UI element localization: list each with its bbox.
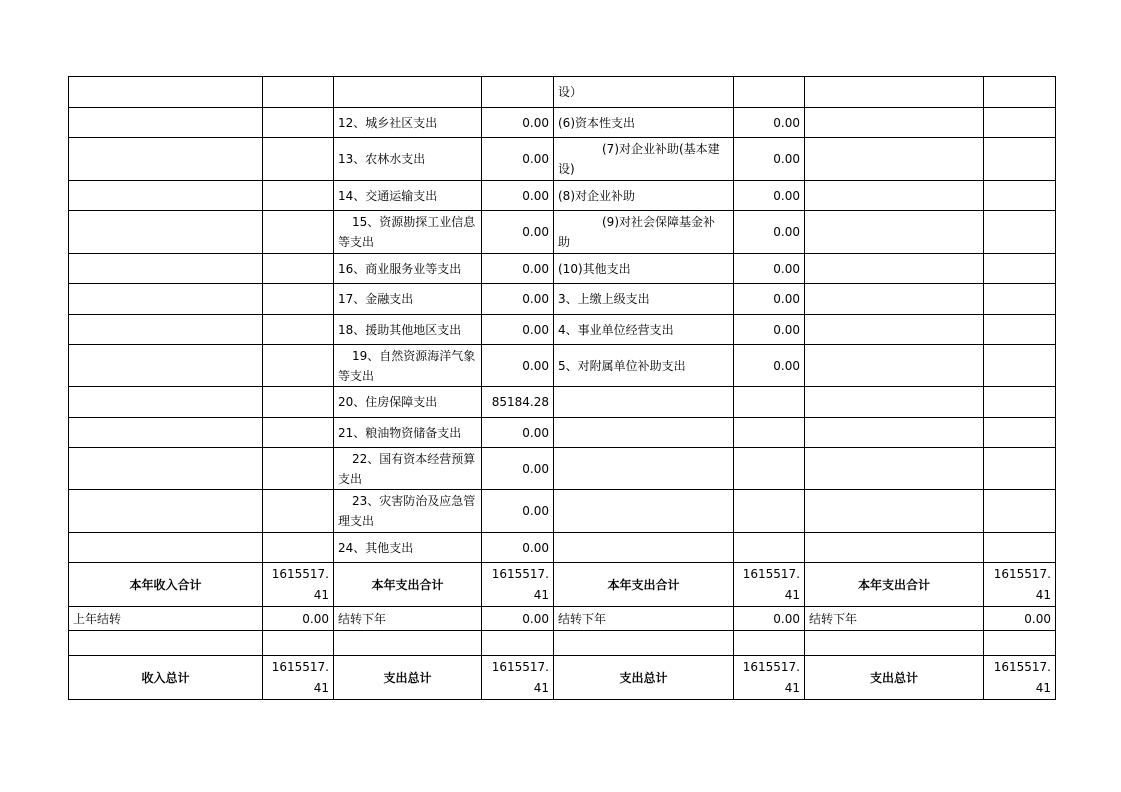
- annual-expense-total-label: 本年支出合计: [554, 563, 734, 607]
- expense-item-value: 0.00: [482, 254, 554, 284]
- expense-item-label: 22、国有资本经营预算 支出: [334, 448, 482, 490]
- expense-item-label: 20、住房保障支出: [334, 387, 482, 418]
- expense-sub-item-label: (7)对企业补助(基本建 设): [554, 138, 734, 181]
- table-row: [69, 631, 1056, 656]
- expense-sub-item-value: 0.00: [734, 211, 805, 254]
- expense-sub-item-value: 0.00: [734, 181, 805, 211]
- expense-item-label: 15、资源勘探工业信息 等支出: [334, 211, 482, 254]
- expense-category-value: 0.00: [734, 315, 805, 345]
- expense-item-value: 0.00: [482, 490, 554, 533]
- expense-item-label: 14、交通运输支出: [334, 181, 482, 211]
- grand-income-total-value: 1615517. 41: [263, 656, 334, 700]
- expense-sub-item-label: (9)对社会保障基金补 助: [554, 211, 734, 254]
- expense-item-value: 0.00: [482, 138, 554, 181]
- table-row: [69, 181, 1056, 211]
- next-year-carryover-value: 0.00: [984, 607, 1056, 631]
- annual-income-total-label: 本年收入合计: [69, 563, 263, 607]
- prev-year-carryover-value: 0.00: [263, 607, 334, 631]
- table-row: [69, 138, 1056, 181]
- table-row: [69, 211, 1056, 254]
- expense-sub-item-label: (10)其他支出: [554, 254, 734, 284]
- next-year-carryover-label: 结转下年: [334, 607, 482, 631]
- grand-totals-row: [69, 656, 1056, 700]
- grand-expense-total-value: 1615517. 41: [734, 656, 805, 700]
- grand-expense-total-label: 支出总计: [805, 656, 984, 700]
- expense-item-label: 19、自然资源海洋气象 等支出: [334, 345, 482, 387]
- expense-item-value: 0.00: [482, 418, 554, 448]
- expense-item-label: 23、灾害防治及应急管 理支出: [334, 490, 482, 533]
- expense-category-value: 0.00: [734, 345, 805, 387]
- expense-item-value: 0.00: [482, 181, 554, 211]
- table-row: [69, 490, 1056, 533]
- expense-item-value: 0.00: [482, 345, 554, 387]
- grand-income-total-label: 收入总计: [69, 656, 263, 700]
- annual-expense-total-value: 1615517. 41: [482, 563, 554, 607]
- expense-sub-item-value: 0.00: [734, 254, 805, 284]
- expense-item-label: 17、金融支出: [334, 284, 482, 315]
- expense-item-value: 0.00: [482, 284, 554, 315]
- expense-category-label: 4、事业单位经营支出: [554, 315, 734, 345]
- table-row: [69, 345, 1056, 387]
- continuation-cell: 设）: [554, 77, 734, 108]
- grand-expense-total-label: 支出总计: [554, 656, 734, 700]
- expense-sub-item-label: (8)对企业补助: [554, 181, 734, 211]
- expense-item-value: 0.00: [482, 211, 554, 254]
- expense-item-value: 85184.28: [482, 387, 554, 418]
- expense-item-label: 24、其他支出: [334, 533, 482, 563]
- expense-item-value: 0.00: [482, 315, 554, 345]
- expense-item-value: 0.00: [482, 108, 554, 138]
- grand-expense-total-value: 1615517. 41: [984, 656, 1056, 700]
- expense-item-label: 13、农林水支出: [334, 138, 482, 181]
- table-row: [69, 533, 1056, 563]
- grand-expense-total-label: 支出总计: [334, 656, 482, 700]
- next-year-carryover-value: 0.00: [482, 607, 554, 631]
- expense-item-value: 0.00: [482, 533, 554, 563]
- table-row: [69, 315, 1056, 345]
- expense-item-value: 0.00: [482, 448, 554, 490]
- expense-category-label: 5、对附属单位补助支出: [554, 345, 734, 387]
- table-row: [69, 387, 1056, 418]
- annual-totals-row: [69, 563, 1056, 607]
- annual-expense-total-value: 1615517. 41: [734, 563, 805, 607]
- expense-item-label: 18、援助其他地区支出: [334, 315, 482, 345]
- grand-expense-total-value: 1615517. 41: [482, 656, 554, 700]
- table-row: [69, 418, 1056, 448]
- table-row: [69, 254, 1056, 284]
- table-row: [69, 448, 1056, 490]
- expense-category-value: 0.00: [734, 284, 805, 315]
- annual-expense-total-value: 1615517. 41: [984, 563, 1056, 607]
- table-row: [69, 108, 1056, 138]
- table-row: [69, 284, 1056, 315]
- expense-item-label: 21、粮油物资储备支出: [334, 418, 482, 448]
- annual-income-total-value: 1615517. 41: [263, 563, 334, 607]
- next-year-carryover-label: 结转下年: [805, 607, 984, 631]
- carryover-row: [69, 607, 1056, 631]
- annual-expense-total-label: 本年支出合计: [805, 563, 984, 607]
- expense-sub-item-value: 0.00: [734, 138, 805, 181]
- prev-year-carryover-label: 上年结转: [69, 607, 263, 631]
- annual-expense-total-label: 本年支出合计: [334, 563, 482, 607]
- table-row: [69, 77, 1056, 108]
- expense-sub-item-label: (6)资本性支出: [554, 108, 734, 138]
- expense-item-label: 16、商业服务业等支出: [334, 254, 482, 284]
- expense-sub-item-value: 0.00: [734, 108, 805, 138]
- next-year-carryover-label: 结转下年: [554, 607, 734, 631]
- budget-table: [68, 76, 1056, 700]
- next-year-carryover-value: 0.00: [734, 607, 805, 631]
- expense-category-label: 3、上缴上级支出: [554, 284, 734, 315]
- expense-item-label: 12、城乡社区支出: [334, 108, 482, 138]
